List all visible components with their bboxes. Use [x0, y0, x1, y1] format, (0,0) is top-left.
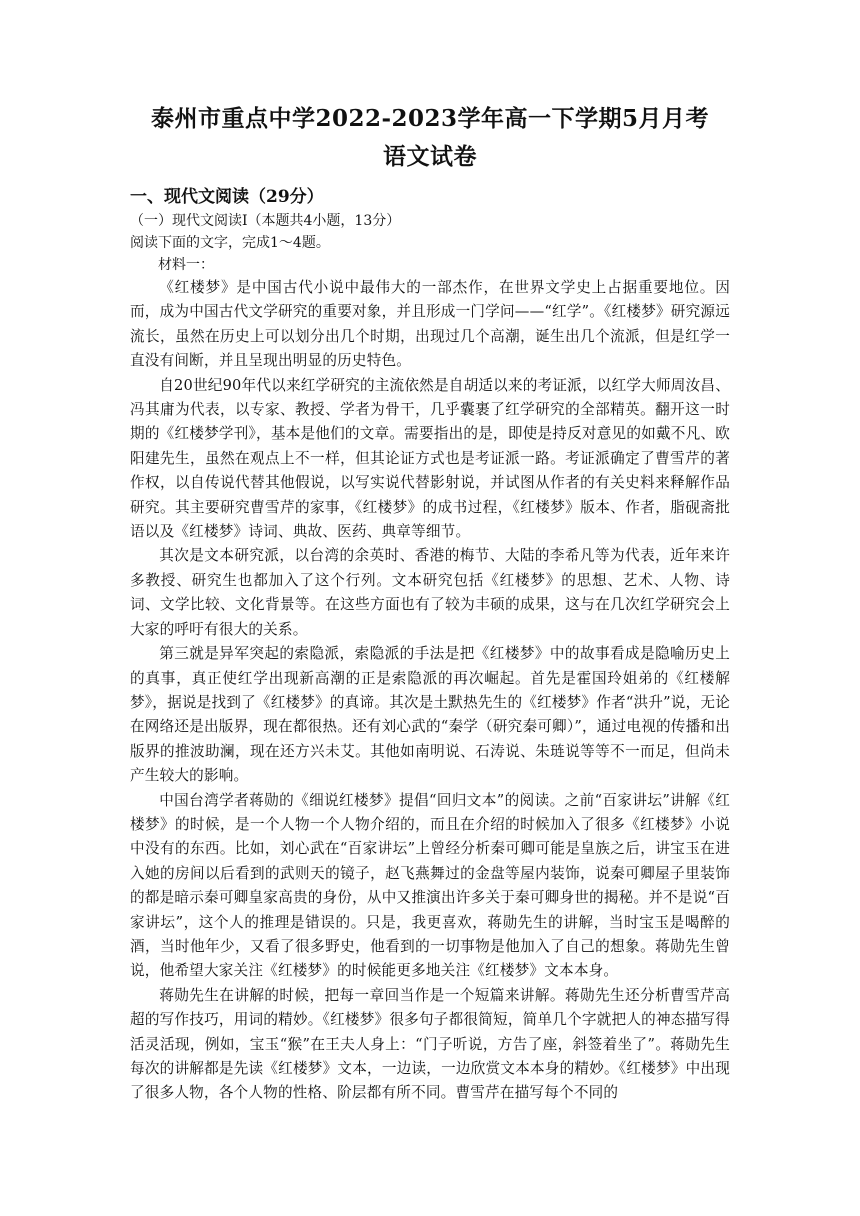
doc-title-line1: 泰州市重点中学2022-2023学年高一下学期5月月考 [150, 105, 710, 132]
paragraph: 其次是文本研究派，以台湾的余英时、香港的梅节、大陆的李希凡等为代表，近年来许多教授、研究生也都加入了这个行列。文本研究包括《红楼梦》的思想、艺术、人物、诗词、文学比较、文化背景等。在这些方面也有了较为丰硕的成果，这与在几次红学研究会上大家的呼吁有很大的关系。 [130, 547, 730, 638]
section-heading: 一、现代文阅读（29分） [130, 187, 324, 207]
instruction-text: 阅读下面的文字，完成1～4题。 [130, 235, 330, 251]
paragraph: 自20世纪90年代以来红学研究的主流依然是自胡适以来的考证派，以红学大师周汝昌、冯其庸为代表，以专家、教授、学者为骨干，几乎囊裹了红学研究的全部精英。翻开这一时期的《红楼梦学刊》，基本是他们的文章。需要指出的是，即使是持反对意见的如戴不凡、欧阳建先生，虽然在观点上不一样，但其论证方式也是考证派一路。考证派确定了曹雪芹的著作权，以自传说代替其他假说，以写实说代替影射说，并试图从作者的有关史料来释解作品研究。其主要研究曹雪芹的家事，《红楼梦》的成书过程，《红楼梦》版本、作者，脂砚斋批语以及《红楼梦》诗词、典故、医药、典章等细节。 [130, 376, 730, 541]
material-label: 材料一： [158, 257, 214, 273]
paragraph: 中国台湾学者蒋勋的《细说红楼梦》提倡“回归文本”的阅读。之前“百家讲坛”讲解《红楼梦》的时候，是一个人物一个人物介绍的，而且在介绍的时候加入了很多《红楼梦》小说中没有的东西。比如，刘心武在“百家讲坛”上曾经分析秦可卿可能是皇族之后，讲宝玉在进入她的房间以后看到的武则天的镜子，赵飞燕舞过的金盘等屋内装饰，说秦可卿屋子里装饰的都是暗示秦可卿皇家高贵的身份，从中又推演出许多关于秦可卿身世的揭秘。并不是说“百家讲坛”，这个人的推理是错误的。只是，我更喜欢，蒋勋先生的讲解，当时宝玉是喝醉的酒，当时他年少，又看了很多野史，他看到的一切事物是他加入了自己的想象。蒋勋先生曾说，他希望大家关注《红楼梦》的时候能更多地关注《红楼梦》文本本身。 [130, 791, 730, 980]
subsection-heading: （一）现代文阅读Ⅰ（本题共4小题，13分） [130, 213, 401, 229]
doc-title-line2: 语文试卷 [383, 143, 477, 170]
paragraph: 第三就是异军突起的索隐派，索隐派的手法是把《红楼梦》中的故事看成是隐喻历史上的真事，真正使红学出现新高潮的正是索隐派的再次崛起。首先是霍国玲姐弟的《红楼解梦》，据说是找到了《红楼梦》的真谛。其次是土默热先生的《红楼梦》作者“洪升”说，无论在网络还是出版界，现在都很热。还有刘心武的“秦学（研究秦可卿）”，通过电视的传播和出版界的推波助澜，现在还方兴未艾。其他如南明说、石涛说、朱琏说等等不一而足，但尚未产生较大的影响。 [130, 645, 730, 785]
paragraph: 蒋勋先生在讲解的时候，把每一章回当作是一个短篇来讲解。蒋勋先生还分析曹雪芹高超的写作技巧，用词的精妙。《红楼梦》很多句子都很简短，简单几个字就把人的神态描写得活灵活现，例如，宝玉“猴”在王夫人身上：“门子听说，方告了座，斜签着坐了”。蒋勋先生每次的讲解都是先读《红楼梦》文本，一边读，一边欣赏文本本身的精妙。《红楼梦》中出现了很多人物，各个人物的性格、阶层都有所不同。曹雪芹在描写每个不同的 [130, 986, 730, 1102]
paragraph: 《红楼梦》是中国古代小说中最伟大的一部杰作，在世界文学史上占据重要地位。因而，成为中国古代文学研究的重要对象，并且形成一门学问——“红学”。《红楼梦》研究源远流长，虽然在历史上可以划分出几个时期，出现过几个高潮，诞生出几个流派，但是红学一直没有间断，并且呈现出明显的历史特色。 [130, 279, 730, 370]
document-page [130, 100, 730, 1106]
